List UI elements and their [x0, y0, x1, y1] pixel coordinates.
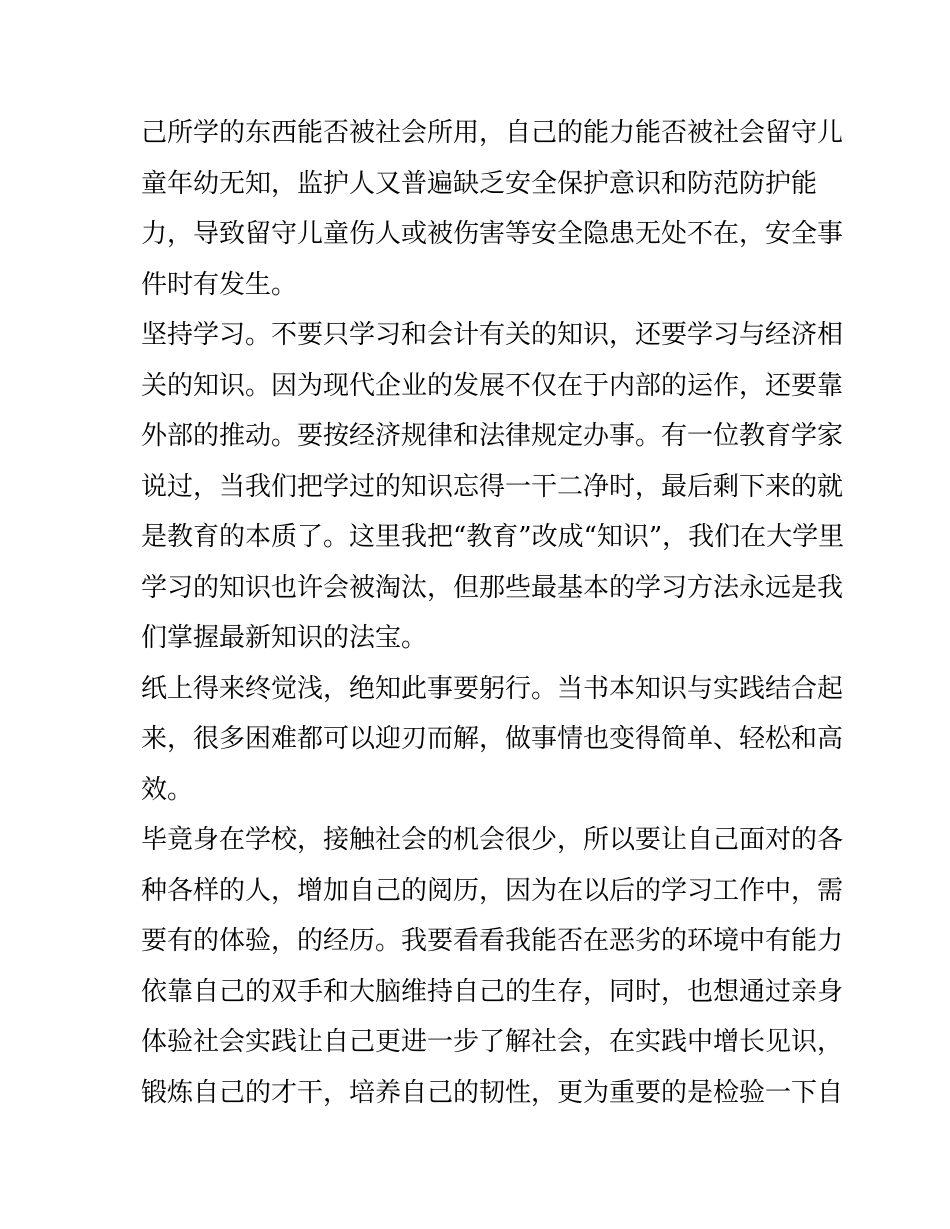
text-line: 效。 — [141, 774, 194, 805]
text-line: 是教育的本质了。这里我把“教育”改成“知识”，我们在大学里 — [141, 522, 845, 552]
paragraph-1 — [141, 108, 844, 310]
document-body — [141, 108, 845, 1118]
text-line: 体验社会实践让自己更进一步了解社会，在实践中增长见识， — [141, 1027, 844, 1057]
paragraph-2 — [141, 310, 845, 664]
text-line: 说过，当我们把学过的知识忘得一干二净时，最后剩下来的就 — [141, 471, 844, 502]
paragraph-3 — [141, 664, 844, 816]
text-line: 们掌握最新知识的法宝。 — [141, 623, 428, 653]
text-line: 种各样的人，增加自己的阅历，因为在以后的学习工作中，需 — [141, 875, 844, 906]
text-line: 要有的体验，的经历。我要看看我能否在恶劣的环境中有能力 — [141, 926, 844, 956]
text-line: 关的知识。因为现代企业的发展不仅在于内部的运作，还要靠 — [141, 370, 844, 401]
text-line: 童年幼无知，监护人又普遍缺乏安全保护意识和防范防护能 — [141, 168, 818, 199]
text-line: 外部的推动。要按经济规律和法律规定办事。有一位教育学家 — [141, 421, 844, 451]
text-line: 毕竟身在学校，接触社会的机会很少，所以要让自己面对的各 — [141, 825, 844, 855]
text-line: 力，导致留守儿童伤人或被伤害等安全隐患无处不在，安全事 — [141, 219, 844, 249]
text-line: 锻炼自己的才干，培养自己的韧性，更为重要的是检验一下自 — [141, 1077, 844, 1108]
text-line: 己所学的东西能否被社会所用，自己的能力能否被社会留守儿 — [141, 118, 844, 148]
paragraph-4 — [141, 815, 844, 1118]
text-line: 学习的知识也许会被淘汰，但那些最基本的学习方法永远是我 — [141, 572, 844, 603]
text-line: 坚持学习。不要只学习和会计有关的知识，还要学习与经济相 — [141, 320, 844, 350]
text-line: 依靠自己的双手和大脑维持自己的生存，同时，也想通过亲身 — [141, 976, 844, 1007]
text-line: 件时有发生。 — [141, 269, 298, 300]
text-line: 来，很多困难都可以迎刃而解，做事情也变得简单、轻松和高 — [141, 724, 844, 754]
text-line: 纸上得来终觉浅，绝知此事要躬行。当书本知识与实践结合起 — [141, 673, 844, 704]
